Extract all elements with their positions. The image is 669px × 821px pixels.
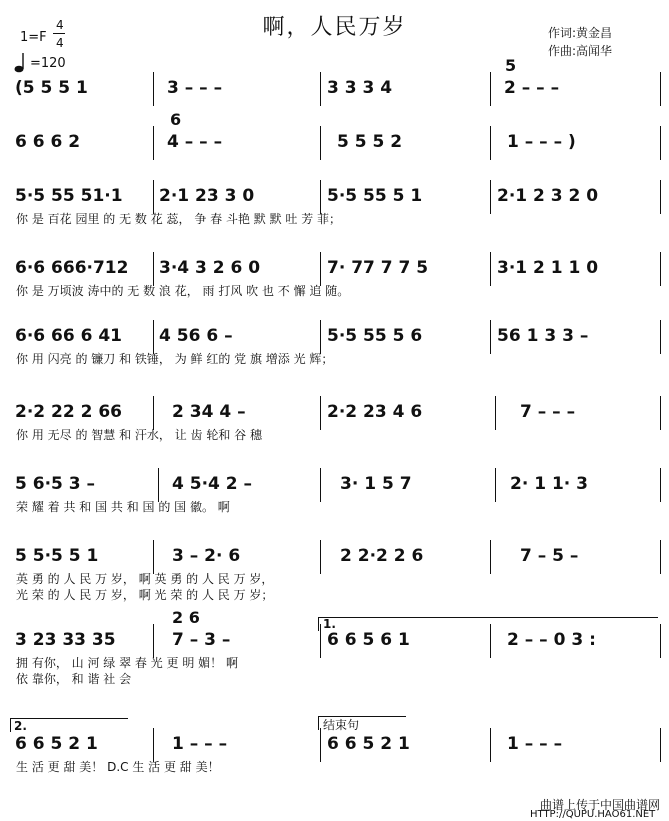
measure-2: 1 – – –	[172, 734, 228, 754]
measure-2: 2·1 23 3 0	[159, 186, 255, 206]
measure-4: 3·1 2 1 1 0	[497, 258, 599, 278]
volta2-bracket-left	[10, 718, 11, 732]
measure-4: 2 – – –	[504, 78, 560, 98]
tempo-marking: =120	[30, 56, 66, 71]
barline	[320, 72, 321, 106]
measure-4: 7 – – –	[520, 402, 576, 422]
quarter-note-icon	[14, 52, 26, 72]
lyrics-line-2: 光 荣 的 人 民 万 岁， 啊 光 荣 的 人 民 万 岁；	[16, 588, 274, 602]
barline	[153, 396, 154, 430]
barline	[490, 624, 491, 658]
stacked-note: 5	[505, 56, 517, 75]
barline	[153, 126, 154, 160]
volta2-label: 2.	[14, 719, 27, 733]
measure-4: 1 – – – )	[507, 132, 576, 152]
barline	[320, 396, 321, 430]
barline-end	[660, 396, 661, 430]
barline-end	[660, 72, 661, 106]
barline	[490, 180, 491, 214]
barline-end	[660, 624, 661, 658]
barline	[320, 126, 321, 160]
volta1-bracket-left	[318, 617, 319, 631]
measure-3: 3· 1 5 7	[340, 474, 412, 494]
measure-4: 2· 1 1· 3	[510, 474, 588, 494]
lyrics-line: 你 用 闪亮 的 镰刀 和 铁锤， 为 鲜 红的 党 旗 增添 光 辉；	[16, 352, 334, 366]
barline	[158, 468, 159, 502]
volta1-label: 1.	[323, 617, 336, 631]
measure-2: 3·4 3 2 6 0	[159, 258, 261, 278]
barline	[490, 126, 491, 160]
lyrics-line: 英 勇 的 人 民 万 岁， 啊 英 勇 的 人 民 万 岁，	[16, 572, 274, 586]
barline	[153, 72, 154, 106]
measure-1: (5 5 5 1	[15, 78, 88, 98]
measure-1: 5 6·5 3 –	[15, 474, 96, 494]
measure-1: 6 6 6 2	[15, 132, 81, 152]
measure-4: 2 – – 0 3 :	[507, 630, 596, 650]
measure-3: 7· 77 7 7 5	[327, 258, 429, 278]
stacked-note: 2 6	[172, 608, 200, 627]
barline	[490, 252, 491, 286]
barline	[153, 728, 154, 762]
barline	[320, 468, 321, 502]
barline	[153, 252, 154, 286]
measure-2: 3 – 2· 6	[172, 546, 241, 566]
measure-2: 3 – – –	[167, 78, 223, 98]
stacked-note: 6	[170, 110, 182, 129]
measure-2: 4 – – –	[167, 132, 223, 152]
composer-credit: 作曲:高闻华	[548, 44, 613, 58]
barline-end	[660, 252, 661, 286]
barline-end	[660, 320, 661, 354]
measure-2: 7 – 3 –	[172, 630, 231, 650]
barline	[153, 624, 154, 658]
measure-1: 6 6 5 2 1	[15, 734, 98, 754]
ending-label: 结束句	[323, 718, 360, 732]
barline	[320, 252, 321, 286]
barline	[320, 728, 321, 762]
watermark-url: HTTP://QUPU.HAO61.NET	[530, 809, 656, 820]
barline-end	[660, 126, 661, 160]
measure-3: 5 5 5 2	[337, 132, 403, 152]
barline-end	[660, 728, 661, 762]
barline-end	[660, 180, 661, 214]
barline	[490, 72, 491, 106]
watermark-text: 曲谱上传于中国曲谱网	[540, 798, 661, 812]
barline	[490, 540, 491, 574]
measure-4: 56 1 3 3 –	[497, 326, 589, 346]
barline	[320, 540, 321, 574]
measure-3: 5·5 55 5 1	[327, 186, 423, 206]
lyrics-line: 你 用 无尽 的 智慧 和 汗水， 让 齿 轮和 谷 穗	[16, 428, 262, 442]
barline	[490, 320, 491, 354]
barline	[320, 624, 321, 658]
barline-end	[660, 468, 661, 502]
barline	[495, 468, 496, 502]
measure-3: 3 3 3 4	[327, 78, 393, 98]
measure-2: 4 5·4 2 –	[172, 474, 253, 494]
measure-1: 6·6 66 6 41	[15, 326, 123, 346]
barline	[153, 540, 154, 574]
song-title: 啊，人民万岁	[262, 15, 407, 40]
volta1-bracket-top	[318, 617, 658, 618]
barline	[153, 320, 154, 354]
measure-1: 5 5·5 5 1	[15, 546, 99, 566]
measure-1: 6·6 666·712	[15, 258, 129, 278]
lyrics-line: 拥 有你， 山 河 绿 翠 春 光 更 明 媚！ 啊	[16, 656, 238, 670]
measure-1: 2·2 22 2 66	[15, 402, 123, 422]
measure-4: 7 – 5 –	[520, 546, 579, 566]
time-signature-line	[53, 33, 65, 34]
barline	[495, 396, 496, 430]
barline-end	[660, 540, 661, 574]
measure-4: 1 – – –	[507, 734, 563, 754]
measure-4: 2·1 2 3 2 0	[497, 186, 599, 206]
measure-3: 2 2·2 2 6	[340, 546, 424, 566]
lyrics-line: 生 活 更 甜 美！ D.C 生 活 更 甜 美！	[16, 760, 220, 774]
key-signature: 1=F	[20, 30, 47, 45]
measure-1: 5·5 55 51·1	[15, 186, 123, 206]
barline	[320, 320, 321, 354]
lyrics-line: 你 是 万顷波 涛中的 无 数 浪 花， 雨 打风 吹 也 不 懈 追 随。	[16, 284, 350, 298]
ending-bracket-left	[318, 716, 319, 730]
time-signature-bottom: 4	[56, 36, 64, 50]
lyrics-line: 荣 耀 着 共 和 国 共 和 国 的 国 徽。 啊	[16, 500, 230, 514]
lyrics-line: 你 是 百花 园里 的 无 数 花 蕊， 争 春 斗艳 默 默 吐 芳 菲；	[16, 212, 342, 226]
measure-1: 3 23 33 35	[15, 630, 116, 650]
measure-2: 4 56 6 –	[159, 326, 233, 346]
barline	[153, 180, 154, 214]
barline	[320, 180, 321, 214]
lyricist-credit: 作词:黄金昌	[548, 26, 613, 40]
volta2-bracket-top	[10, 718, 128, 719]
lyrics-line-2: 依 靠你， 和 谐 社 会	[16, 672, 132, 686]
measure-3: 5·5 55 5 6	[327, 326, 423, 346]
time-signature-top: 4	[56, 18, 64, 32]
barline	[490, 728, 491, 762]
measure-2: 2 34 4 –	[172, 402, 246, 422]
measure-3: 6 6 5 2 1	[327, 734, 410, 754]
measure-3: 6 6 5 6 1	[327, 630, 410, 650]
measure-3: 2·2 23 4 6	[327, 402, 423, 422]
